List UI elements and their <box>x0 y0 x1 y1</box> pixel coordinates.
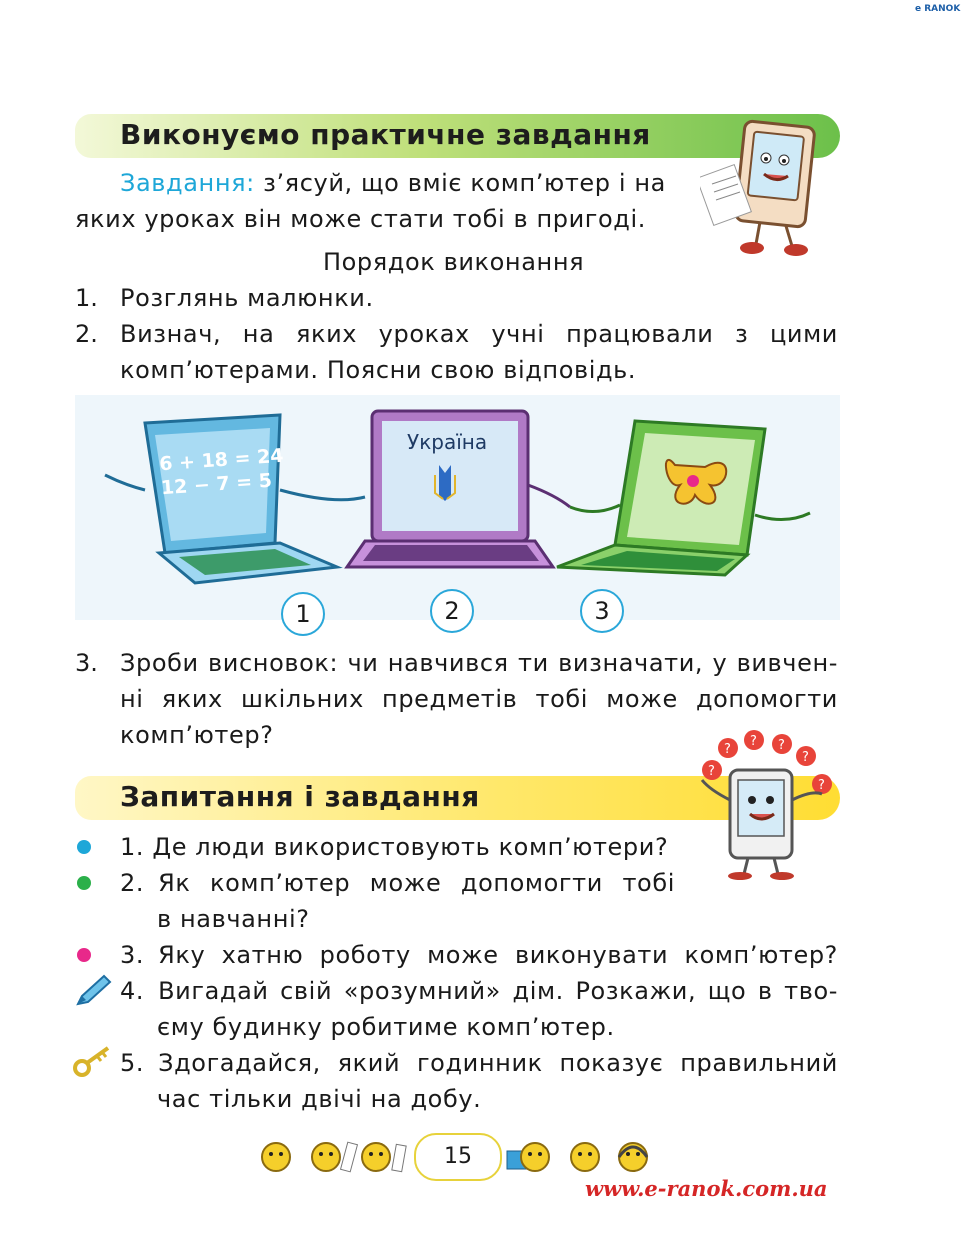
question-4-line2: єму будинку робитиме комп’ютер. <box>157 1013 615 1041</box>
question-number: 1. <box>120 833 145 861</box>
question-number: 4. <box>120 977 145 1005</box>
question-number: 3. <box>120 941 145 969</box>
task-label: Завдання: <box>120 169 255 197</box>
question-2 <box>120 865 675 901</box>
svg-text:?: ? <box>750 734 757 749</box>
laptop-number-3: 3 <box>580 589 624 633</box>
question-text: Здогадайся, який годинник показує правильний <box>158 1049 838 1077</box>
tablet-mascot-writing-illustration <box>700 118 820 258</box>
question-text: Яку хатню роботу може виконувати комп’ютер? <box>158 941 838 969</box>
key-icon <box>72 1044 114 1078</box>
step-2-text-line2: комп’ютерами. Поясни свою відповідь. <box>120 356 637 384</box>
question-3-marker <box>77 948 91 962</box>
laptop-number-2: 2 <box>430 589 474 633</box>
question-text: Вигадай свій «розумний» дім. Розкажи, що в тво- <box>158 977 838 1005</box>
step-number: 3. <box>75 649 98 677</box>
section-title-practical: Виконуємо практичне завдання <box>120 118 651 151</box>
task-line-2: яких уроках він може стати тобі в пригоді. <box>75 205 646 233</box>
laptop-number-1: 1 <box>281 592 325 636</box>
footer-mascots-left-illustration <box>258 1137 408 1177</box>
svg-text:?: ? <box>818 778 825 793</box>
procedure-title: Порядок виконання <box>323 248 585 276</box>
question-1-marker <box>77 840 91 854</box>
footer-mascots-right-illustration <box>503 1137 653 1177</box>
task-line-1 <box>120 165 666 201</box>
step-number: 1. <box>75 284 98 312</box>
question-5-line2: час тільки двічі на добу. <box>157 1085 482 1113</box>
svg-text:?: ? <box>724 742 731 757</box>
page-number: 15 <box>414 1133 502 1181</box>
question-3 <box>120 937 838 973</box>
section-title-questions: Запитання і завдання <box>120 780 480 813</box>
question-text: Як комп’ютер може допомогти тобі <box>158 869 675 897</box>
tablet-mascot-juggling-illustration <box>690 730 840 880</box>
pencil-icon <box>74 974 114 1008</box>
publisher-url[interactable]: www.e-ranok.com.ua <box>585 1176 828 1201</box>
step-2-text-line1: Визнач, на яких уроках учні працювали з цими <box>120 320 838 348</box>
question-5 <box>120 1045 838 1081</box>
laptop-1-equation-2: 12 − 7 = 5 <box>160 469 273 500</box>
svg-text:?: ? <box>708 764 715 779</box>
step-number: 2. <box>75 320 98 348</box>
svg-text:?: ? <box>802 750 809 765</box>
question-number: 5. <box>120 1049 145 1077</box>
laptop-1-screen <box>158 444 285 501</box>
svg-text:?: ? <box>778 738 785 753</box>
question-2-line2: в навчанні? <box>157 905 310 933</box>
step-3-text-line2: ні яких шкільних предметів тобі може допомогти <box>120 685 838 713</box>
step-1-text: Розглянь малюнки. <box>120 284 374 312</box>
step-3-text-line3: комп’ютер? <box>120 721 274 749</box>
publisher-logo: e RANOK <box>915 4 961 14</box>
laptop-1-equation-1: 6 + 18 = 24 <box>158 444 285 476</box>
laptop-2-screen-text: Україна <box>407 430 488 454</box>
question-4 <box>120 973 838 1009</box>
question-2-marker <box>77 876 91 890</box>
question-text: Де люди використовують комп’ютери? <box>152 833 669 861</box>
task-text-1: з’ясуй, що вміє комп’ютер і на <box>263 169 666 197</box>
step-3-text-line1: Зроби висновок: чи навчився ти визначати, у вивчен- <box>120 649 838 677</box>
question-1 <box>120 829 668 865</box>
question-number: 2. <box>120 869 145 897</box>
